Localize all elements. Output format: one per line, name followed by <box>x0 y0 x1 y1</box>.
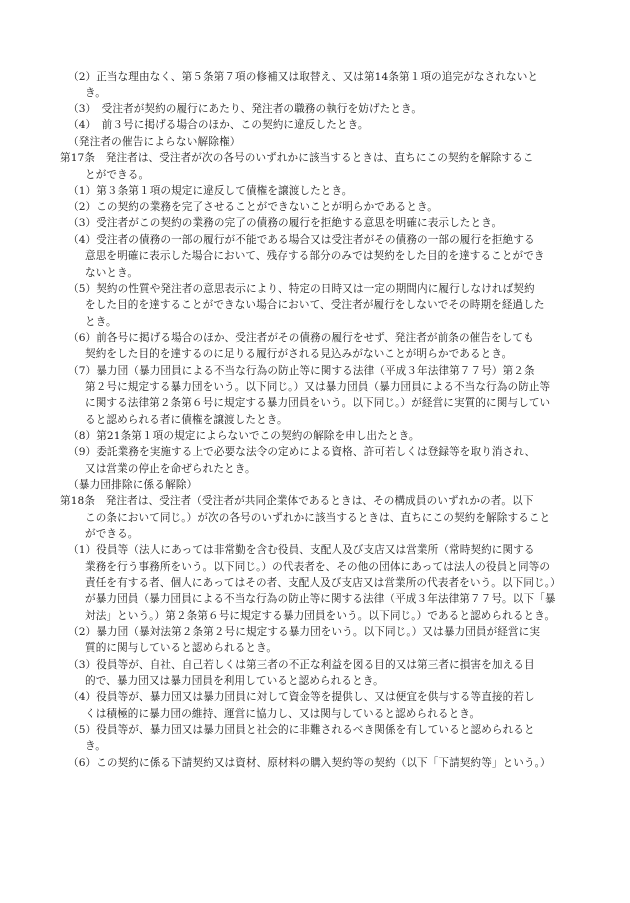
text-line: 質的に関与していると認められるとき。 <box>85 642 278 654</box>
text-line: をした目的を達することができない場合において、受注者が履行をしないでその時期を経過した <box>85 299 545 311</box>
text-line: ができる。 <box>85 528 139 540</box>
text-line: 契約をした目的を達するのに足りる履行がされる見込みがないことが明らかであるとき。 <box>85 348 513 360</box>
text-line: （1）第３条第１項の規定に違反して債権を譲渡したとき。 <box>68 185 353 197</box>
text-line: に関する法律第２条第６号に規定する暴力団員をいう。以下同じ。）が経営に実質的に関与してい <box>85 397 551 409</box>
text-line: 第２号に規定する暴力団をいう。以下同じ。）又は暴力団員（暴力団員による不当な行為の防止等 <box>85 381 551 393</box>
text-line: （2）暴力団（暴対法第２条第２号に規定する暴力団をいう。以下同じ。）又は暴力団員が経営に実 <box>68 626 541 638</box>
text-line: （6）前各号に掲げる場合のほか、受注者がその債務の履行をせず、発注者が前条の催告をしても <box>68 332 534 344</box>
text-line: （6）この契約に係る下請契約又は資材、原材料の購入契約等の契約（以下「下請契約等」という。） <box>68 757 551 769</box>
text-line: 意思を明確に表示した場合において、残存する部分のみでは契約をした目的を達することができ <box>85 250 545 262</box>
section-heading: （暴力団排除に係る解除） <box>68 479 198 491</box>
text-line: （3） 受注者が契約の履行にあたり、発注者の職務の執行を妨げたとき。 <box>68 103 423 115</box>
text-line: が暴力団員（暴力団員による不当な行為の防止等に関する法律（平成３年法律第７７号。以下「暴 <box>85 593 556 605</box>
text-line: ると認められる者に債権を譲渡したとき。 <box>85 414 288 426</box>
text-line: （9）委託業務を実施する上で必要な法令の定めによる資格、許可若しくは登録等を取り消され、 <box>68 446 536 458</box>
text-line: （3）受注者がこの契約の業務の完了の債務の履行を拒絶する意思を明確に表示したとき。 <box>68 217 503 229</box>
text-line: とができる。 <box>85 169 150 181</box>
text-line: （5）役員等が、暴力団又は暴力団員と社会的に非難されるべき関係を有していると認められると <box>68 724 535 736</box>
text-line: 業務を行う事務所をいう。以下同じ。）の代表者を、その他の団体にあっては法人の役員と同等の <box>85 561 551 573</box>
text-line: き。 <box>85 740 106 752</box>
section-heading: （発注者の催告によらない解除権） <box>68 136 241 148</box>
text-line: （4）受注者の債務の一部の履行が不能である場合又は受注者がその債務の一部の履行を拒絶する <box>68 234 535 246</box>
text-line: 責任を有する者、個人にあってはその者、支配人及び支店又は営業所の代表者をいう。以下同じ。） <box>85 577 561 589</box>
text-line: （2）この契約の業務を完了させることができないことが明らかであるとき。 <box>68 201 439 213</box>
text-line: とき。 <box>85 316 117 328</box>
text-line: （8）第21条第１項の規定によらないでこの契約の解除を申し出たとき。 <box>68 430 420 442</box>
text-line: この条において同じ。）が次の各号のいずれかに該当するときは、直ちにこの契約を解除すること <box>85 512 551 524</box>
text-line: （3）役員等が、自社、自己若しくは第三者の不正な利益を図る目的又は第三者に損害を加える目 <box>68 659 535 671</box>
text-line: （2）正当な理由なく、第５条第７項の修補又は取替え、又は第14条第１項の追完がなされないと <box>68 71 539 83</box>
text-line: （5）契約の性質や発注者の意思表示により、特定の日時又は一定の期間内に履行しなければ契約 <box>68 283 535 295</box>
text-line: 又は営業の停止を命ぜられたとき。 <box>85 463 256 475</box>
article-title: 第17条 発注者は、受注者が次の各号のいずれかに該当するときは、直ちにこの契約を解除するこ <box>60 152 534 164</box>
text-line: き。 <box>85 87 106 99</box>
text-line: くは積極的に暴力団の維持、運営に協力し、又は関与していると認められるとき。 <box>85 708 481 720</box>
article-title: 第18条 発注者は、受注者（受注者が共同企業体であるときは、その構成員のいずれかの者。以下 <box>60 495 534 507</box>
text-line: （7）暴力団（暴力団員による不当な行為の防止等に関する法律（平成３年法律第７７号）第２条 <box>68 365 535 377</box>
text-line: （1）役員等（法人にあっては非常勤を含む役員、支配人及び支店又は営業所（常時契約に関する <box>68 544 535 556</box>
text-line: 的で、暴力団又は暴力団員を利用していると認められるとき。 <box>85 675 384 687</box>
text-line: ないとき。 <box>85 267 139 279</box>
text-line: 対法」という。）第２条第６号に規定する暴力団員をいう。以下同じ。）であると認められるとき。 <box>85 610 556 622</box>
text-line: （4） 前３号に掲げる場合のほか、この契約に違反したとき。 <box>68 119 369 131</box>
text-line: （4）役員等が、暴力団又は暴力団員に対して資金等を提供し、又は便宜を供与する等直接的若し <box>68 691 535 703</box>
